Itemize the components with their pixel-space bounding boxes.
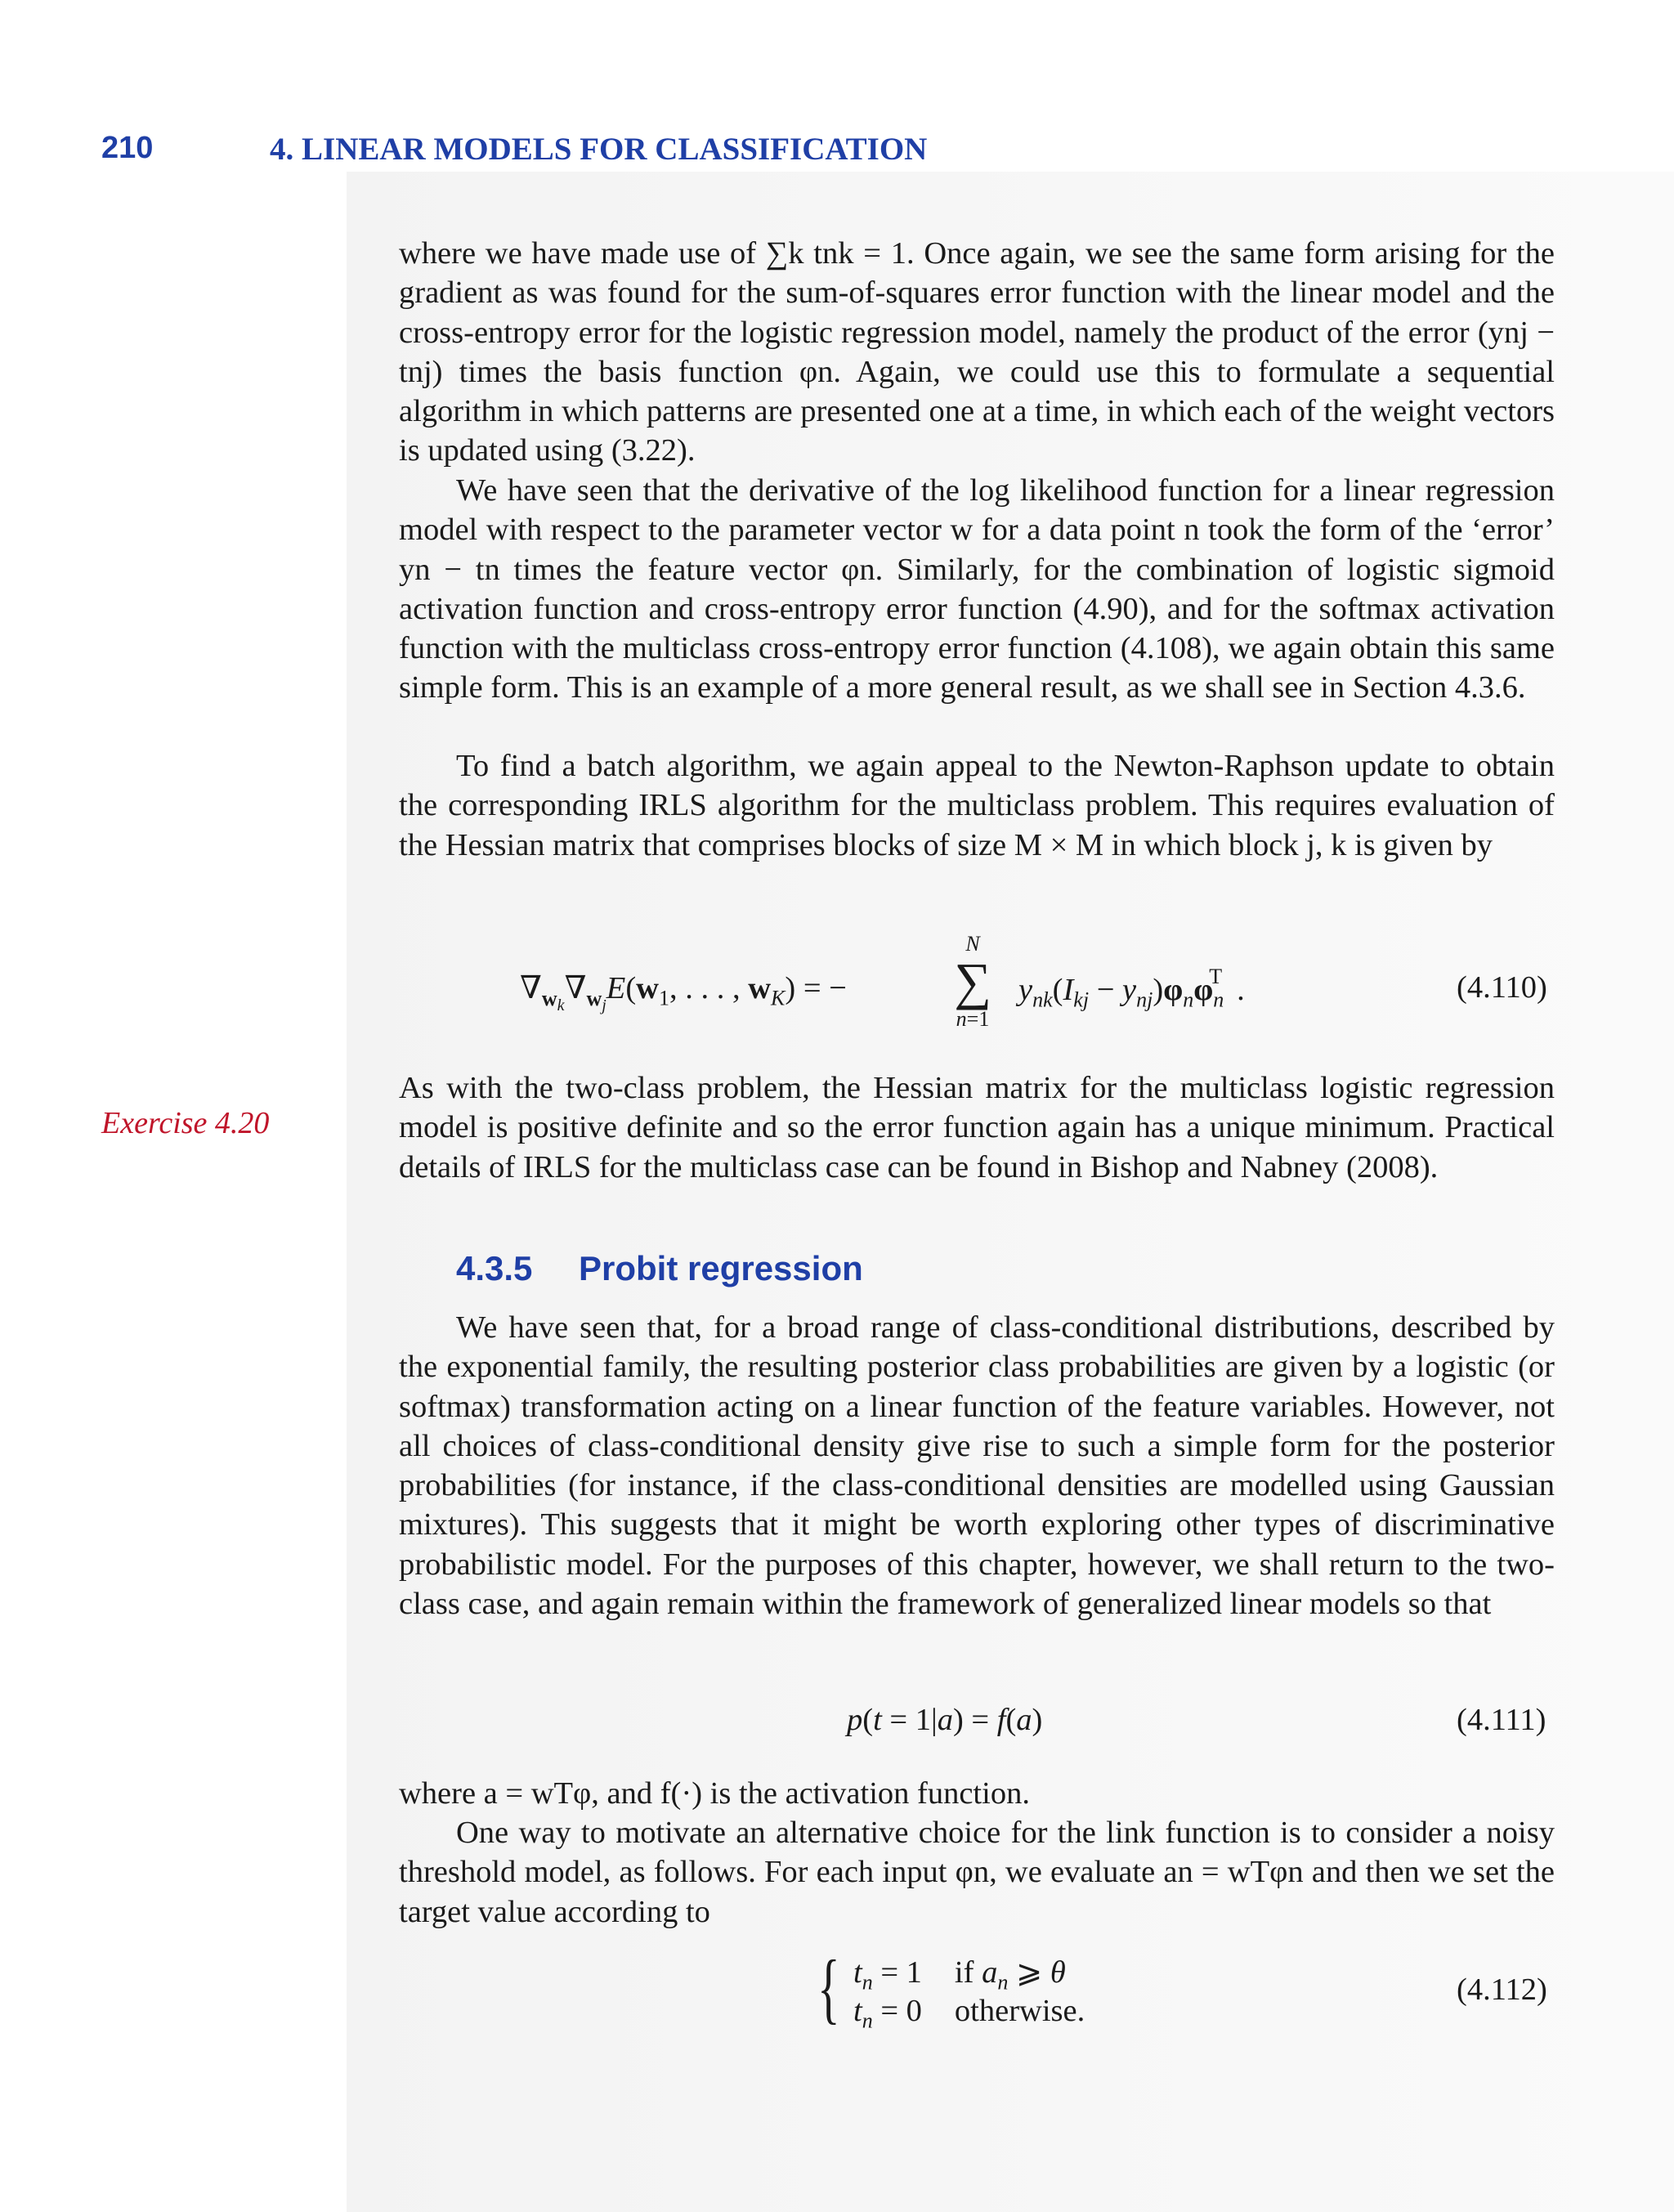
paragraph-text: As with the two-class problem, the Hessian matrix for the multiclass logistic regression model is positive definite and so the error function again has a unique minimum. Practical details of IRLS for the multiclass case can be found in Bishop and Nabney (2008).: [399, 1071, 1555, 1184]
paragraph-text: One way to motivate an alternative choice for the link function is to consider a noisy threshold model, as follows. For each input φn, we evaluate an = wTφn and then we set the target value according to: [399, 1816, 1555, 1929]
equation-4-112-line1: $t_n = 1$ if $a_n$ ⩾ θ: [853, 1955, 1066, 1995]
page-number: 210: [101, 131, 154, 165]
equation-number: (4.111): [1457, 1703, 1546, 1737]
paragraph-6: [399, 1774, 1555, 1813]
paragraph-text: We have seen that the derivative of the log likelihood function for a linear regression model with respect to the parameter vector w for a data point n took the form of the ‘error’ yn − tn times the feature vector φn. Similarly, for the combination of logistic sigmoid activation function and cross-entropy error function (4.90), and for the softmax activation function with the multiclass cross-entropy error function (4.108), we again obtain this same simple form. This is an example of a more general result, as we shall see in Section 4.3.6.: [399, 473, 1555, 705]
paragraph-text: To find a batch algorithm, we again appeal to the Newton-Raphson update to obtain the corresponding IRLS algorithm for the multiclass problem. This requires evaluation of the Hessian matrix that comprises blocks of size M × M in which block j, k is given by: [399, 749, 1555, 862]
paragraph-7: [399, 1813, 1555, 1932]
section-number: 4.3.5: [456, 1249, 533, 1287]
paragraph-3: [399, 746, 1555, 865]
summation-symbol: N ∑ n=1: [954, 932, 991, 1031]
paragraph-2: [399, 471, 1555, 708]
paragraph-text: We have seen that, for a broad range of class-conditional distributions, described by the exponential family, the resulting posterior class probabilities are given by a logistic (or softmax) transformation acting on a linear function of the feature variables. However, not all choices of class-conditional density give rise to such a simple form for the posterior probabilities (for instance, if the class-conditional densities are modelled using Gaussian mixtures). This suggests that it might be worth exploring other types of discriminative probabilistic model. For the purposes of this chapter, however, we shall return to the two-class case, and again remain within the framework of generalized linear models so that: [399, 1310, 1555, 1622]
equation-4-110: $\nabla_{w_k}\nabla_{w_j}E(w_1$, . . . , $w_K$) = −: [520, 971, 847, 1014]
section-heading: [456, 1249, 863, 1288]
running-title: 4. LINEAR MODELS FOR CLASSIFICATION: [270, 132, 928, 167]
equation-4-110-rhs: $y_{nk}(I_{kj} - y_{nj})\varphi_n\varphi_n^T$ .: [1018, 965, 1245, 1012]
equation-number: (4.110): [1457, 970, 1547, 1005]
exercise-margin-note[interactable]: Exercise 4.20: [101, 1106, 270, 1140]
section-title: Probit regression: [579, 1249, 863, 1287]
equation-4-111: p(t = 1|a) = f(a): [847, 1703, 1043, 1737]
paragraph-text: where we have made use of ∑k tnk = 1. Once again, we see the same form arising for the gradient as was found for the sum-of-squares error function with the linear model and the cross-entropy error for the logistic regression model, namely the product of the error (ynj − tnj) times the basis function φn. Again, we could use this to formulate a sequential algorithm in which patterns are presented one at a time, in which each of the weight vectors is updated using (3.22).: [399, 236, 1555, 468]
paragraph-text: where a = wTφ, and f(·) is the activation function.: [399, 1776, 1030, 1811]
paragraph-5: [399, 1308, 1555, 1623]
equation-4-112-line2: $t_n = 0$ otherwise.: [853, 1994, 1085, 2033]
equation-4-112-brace: {: [817, 1944, 840, 2031]
paragraph-1: [399, 234, 1555, 471]
equation-number: (4.112): [1457, 1972, 1547, 2007]
paragraph-4: [399, 1068, 1555, 1187]
